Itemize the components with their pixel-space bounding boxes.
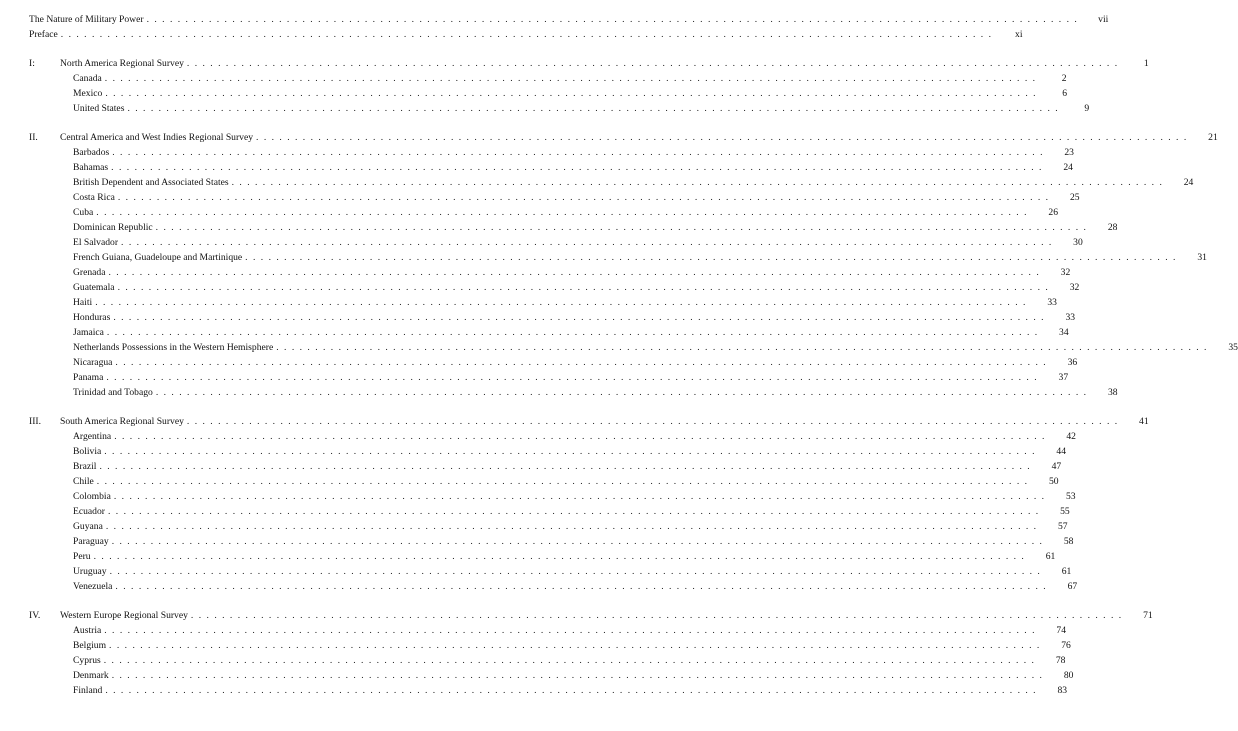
toc-entry-page: 44	[1056, 446, 1066, 457]
toc-entry-title: Cuba	[73, 207, 94, 218]
toc-entry-page: 30	[1073, 237, 1083, 248]
toc-entry-page: 61	[1061, 566, 1072, 577]
toc-entry-title: Nicaragua	[73, 357, 113, 368]
dot-leader: . . . . . . . . . . . . . . . . . . . . . . . . . . . . . . . . . . . . . . . . . . . . . . . . . . . . . . . . . . . . . . . . . . . . . . . . . . . . . . . . . . . . . . . . . . . . . . . . . . . . . . . . . . . . . . . . . . . . . . . .	[111, 536, 1044, 547]
toc-entry-title: Guatemala	[73, 282, 115, 293]
toc-entry-page: 80	[1063, 670, 1074, 681]
toc-entry	[73, 251, 1207, 264]
toc-entry	[73, 445, 1066, 458]
dot-leader: . . . . . . . . . . . . . . . . . . . . . . . . . . . . . . . . . . . . . . . . . . . . . . . . . . . . . . . . . . . . . . . . . . . . . . . . . . . . . . . . . . . . . . . . . . . . . . . . . . . . . . . . . . . . . . . . . . . . . . . .	[115, 357, 1048, 368]
dot-leader: . . . . . . . . . . . . . . . . . . . . . . . . . . . . . . . . . . . . . . . . . . . . . . . . . . . . . . . . . . . . . . . . . . . . . . . . . . . . . . . . . . . . . . . . . . . . . . . . . . . . . . . . . . . . . . . . . . . . . . . .	[105, 88, 1038, 99]
toc-entry-page: 74	[1056, 625, 1066, 636]
toc-entry	[73, 236, 1083, 249]
toc-entry-page: 76	[1061, 640, 1071, 651]
toc-entry-title: Preface	[29, 29, 58, 40]
toc-entry-page: 37	[1058, 372, 1069, 383]
dot-leader: . . . . . . . . . . . . . . . . . . . . . . . . . . . . . . . . . . . . . . . . . . . . . . . . . . . . . . . . . . . . . . . . . . . . . . . . . . . . . . . . . . . . . . . . . . . . . . . . . . . . . . . . . . . . . . . . . . . . . . . .	[106, 327, 1039, 338]
dot-leader: . . . . . . . . . . . . . . . . . . . . . . . . . . . . . . . . . . . . . . . . . . . . . . . . . . . . . . . . . . . . . . . . . . . . . . . . . . . . . . . . . . . . . . . . . . . . . . . . . . . . . . . . . . . . . . . . . . . . . . . .	[155, 387, 1088, 398]
toc-entry-page: 23	[1064, 147, 1074, 158]
toc-entry-page: 61	[1045, 551, 1056, 562]
toc-entry-title: Dominican Republic	[73, 222, 153, 233]
toc-entry	[73, 326, 1069, 339]
dot-leader: . . . . . . . . . . . . . . . . . . . . . . . . . . . . . . . . . . . . . . . . . . . . . . . . . . . . . . . . . . . . . . . . . . . . . . . . . . . . . . . . . . . . . . . . . . . . . . . . . . . . . . . . . . . . . . . . . . . . . . . .	[146, 14, 1079, 25]
toc-entry-page: 78	[1055, 655, 1066, 666]
front-matter-entry	[29, 28, 1023, 41]
toc-entry-page: 9	[1084, 103, 1090, 114]
dot-leader: . . . . . . . . . . . . . . . . . . . . . . . . . . . . . . . . . . . . . . . . . . . . . . . . . . . . . . . . . . . . . . . . . . . . . . . . . . . . . . . . . . . . . . . . . . . . . . . . . . . . . . . . . . . . . . . . . . . . . . . .	[117, 282, 1050, 293]
toc-entry-title: Bolivia	[73, 446, 102, 457]
dot-leader: . . . . . . . . . . . . . . . . . . . . . . . . . . . . . . . . . . . . . . . . . . . . . . . . . . . . . . . . . . . . . . . . . . . . . . . . . . . . . . . . . . . . . . . . . . . . . . . . . . . . . . . . . . . . . . . . . . . . . . . .	[114, 431, 1046, 442]
toc-entry-title: Jamaica	[73, 327, 104, 338]
dot-leader: . . . . . . . . . . . . . . . . . . . . . . . . . . . . . . . . . . . . . . . . . . . . . . . . . . . . . . . . . . . . . . . . . . . . . . . . . . . . . . . . . . . . . . . . . . . . . . . . . . . . . . . . . . . . . . . . . . . . . . . .	[112, 147, 1044, 158]
toc-entry-page: 47	[1051, 461, 1062, 472]
dot-leader: . . . . . . . . . . . . . . . . . . . . . . . . . . . . . . . . . . . . . . . . . . . . . . . . . . . . . . . . . . . . . . . . . . . . . . . . . . . . . . . . . . . . . . . . . . . . . . . . . . . . . . . . . . . . . . . . . . . . . . . .	[113, 312, 1046, 323]
toc-entry	[73, 654, 1066, 667]
dot-leader: . . . . . . . . . . . . . . . . . . . . . . . . . . . . . . . . . . . . . . . . . . . . . . . . . . . . . . . . . . . . . . . . . . . . . . . . . . . . . . . . . . . . . . . . . . . . . . . . . . . . . . . . . . . . . . . . . . . . . . . .	[115, 581, 1048, 592]
toc-entry-title: French Guiana, Guadeloupe and Martinique	[73, 252, 243, 263]
toc-entry-title: Western Europe Regional Survey	[60, 610, 188, 621]
toc-entry-page: 53	[1065, 491, 1076, 502]
toc-entry	[73, 550, 1056, 563]
toc-entry-page: 2	[1061, 73, 1067, 84]
toc-entry-page: 58	[1063, 536, 1074, 547]
toc-entry-title: Canada	[73, 73, 102, 84]
dot-leader: . . . . . . . . . . . . . . . . . . . . . . . . . . . . . . . . . . . . . . . . . . . . . . . . . . . . . . . . . . . . . . . . . . . . . . . . . . . . . . . . . . . . . . . . . . . . . . . . . . . . . . . . . . . . . . . . . . . . . . . .	[186, 58, 1119, 69]
dot-leader: . . . . . . . . . . . . . . . . . . . . . . . . . . . . . . . . . . . . . . . . . . . . . . . . . . . . . . . . . . . . . . . . . . . . . . . . . . . . . . . . . . . . . . . . . . . . . . . . . . . . . . . . . . . . . . . . . . . . . . . .	[104, 446, 1036, 457]
toc-entry	[73, 356, 1078, 369]
dot-leader: . . . . . . . . . . . . . . . . . . . . . . . . . . . . . . . . . . . . . . . . . . . . . . . . . . . . . . . . . . . . . . . . . . . . . . . . . . . . . . . . . . . . . . . . . . . . . . . . . . . . . . . . . . . . . . . . . . . . . . . .	[109, 640, 1041, 651]
toc-entry	[73, 296, 1057, 309]
toc-entry	[73, 176, 1194, 189]
toc-entry	[73, 206, 1058, 219]
toc-entry-title: Denmark	[73, 670, 109, 681]
section-heading	[29, 131, 1218, 144]
toc-entry	[73, 460, 1062, 473]
toc-entry-title: Chile	[73, 476, 94, 487]
toc-entry-page: 34	[1059, 327, 1069, 338]
toc-entry-page: 25	[1069, 192, 1080, 203]
section-heading	[29, 415, 1149, 428]
toc-entry-page: 41	[1139, 416, 1149, 427]
toc-entry	[73, 266, 1071, 279]
section-number: I:	[29, 58, 35, 69]
dot-leader: . . . . . . . . . . . . . . . . . . . . . . . . . . . . . . . . . . . . . . . . . . . . . . . . . . . . . . . . . . . . . . . . . . . . . . . . . . . . . . . . . . . . . . . . . . . . . . . . . . . . . . . . . . . . . . . . . . . . . . . .	[245, 252, 1177, 263]
front-matter-entry	[29, 13, 1109, 26]
toc-entry-title: Barbados	[73, 147, 110, 158]
toc-entry	[73, 386, 1118, 399]
dot-leader: . . . . . . . . . . . . . . . . . . . . . . . . . . . . . . . . . . . . . . . . . . . . . . . . . . . . . . . . . . . . . . . . . . . . . . . . . . . . . . . . . . . . . . . . . . . . . . . . . . . . . . . . . . . . . . . . . . . . . . . .	[190, 610, 1123, 621]
toc-entry-page: 36	[1067, 357, 1078, 368]
dot-leader: . . . . . . . . . . . . . . . . . . . . . . . . . . . . . . . . . . . . . . . . . . . . . . . . . . . . . . . . . . . . . . . . . . . . . . . . . . . . . . . . . . . . . . . . . . . . . . . . . . . . . . . . . . . . . . . . . . . . . . . .	[105, 685, 1038, 696]
toc-entry-title: Netherlands Possessions in the Western Hemisphere	[73, 342, 274, 353]
toc-entry-title: South America Regional Survey	[60, 416, 184, 427]
section-number: IV.	[29, 610, 41, 621]
dot-leader: . . . . . . . . . . . . . . . . . . . . . . . . . . . . . . . . . . . . . . . . . . . . . . . . . . . . . . . . . . . . . . . . . . . . . . . . . . . . . . . . . . . . . . . . . . . . . . . . . . . . . . . . . . . . . . . . . . . . . . . .	[121, 237, 1053, 248]
toc-entry	[73, 639, 1071, 652]
toc-entry-page: 67	[1067, 581, 1078, 592]
toc-entry-page: vii	[1098, 14, 1109, 25]
toc-entry-title: El Salvador	[73, 237, 119, 248]
toc-entry-title: Bahamas	[73, 162, 109, 173]
toc-entry-title: North America Regional Survey	[60, 58, 184, 69]
toc-entry	[73, 221, 1118, 234]
dot-leader: . . . . . . . . . . . . . . . . . . . . . . . . . . . . . . . . . . . . . . . . . . . . . . . . . . . . . . . . . . . . . . . . . . . . . . . . . . . . . . . . . . . . . . . . . . . . . . . . . . . . . . . . . . . . . . . . . . . . . . . .	[107, 506, 1040, 517]
dot-leader: . . . . . . . . . . . . . . . . . . . . . . . . . . . . . . . . . . . . . . . . . . . . . . . . . . . . . . . . . . . . . . . . . . . . . . . . . . . . . . . . . . . . . . . . . . . . . . . . . . . . . . . . . . . . . . . . . . . . . . . .	[256, 132, 1188, 143]
section-heading	[29, 57, 1149, 70]
toc-entry-title: Central America and West Indies Regional Survey	[60, 132, 254, 143]
toc-entry-page: 50	[1048, 476, 1059, 487]
dot-leader: . . . . . . . . . . . . . . . . . . . . . . . . . . . . . . . . . . . . . . . . . . . . . . . . . . . . . . . . . . . . . . . . . . . . . . . . . . . . . . . . . . . . . . . . . . . . . . . . . . . . . . . . . . . . . . . . . . . . . . . .	[106, 372, 1039, 383]
toc-entry	[73, 281, 1080, 294]
dot-leader: . . . . . . . . . . . . . . . . . . . . . . . . . . . . . . . . . . . . . . . . . . . . . . . . . . . . . . . . . . . . . . . . . . . . . . . . . . . . . . . . . . . . . . . . . . . . . . . . . . . . . . . . . . . . . . . . . . . . . . . .	[60, 29, 993, 40]
toc-entry	[73, 87, 1068, 100]
dot-leader: . . . . . . . . . . . . . . . . . . . . . . . . . . . . . . . . . . . . . . . . . . . . . . . . . . . . . . . . . . . . . . . . . . . . . . . . . . . . . . . . . . . . . . . . . . . . . . . . . . . . . . . . . . . . . . . . . . . . . . . .	[109, 566, 1042, 577]
dot-leader: . . . . . . . . . . . . . . . . . . . . . . . . . . . . . . . . . . . . . . . . . . . . . . . . . . . . . . . . . . . . . . . . . . . . . . . . . . . . . . . . . . . . . . . . . . . . . . . . . . . . . . . . . . . . . . . . . . . . . . . .	[99, 461, 1032, 472]
toc-entry	[73, 580, 1078, 593]
toc-entry-title: Peru	[73, 551, 91, 562]
dot-leader: . . . . . . . . . . . . . . . . . . . . . . . . . . . . . . . . . . . . . . . . . . . . . . . . . . . . . . . . . . . . . . . . . . . . . . . . . . . . . . . . . . . . . . . . . . . . . . . . . . . . . . . . . . . . . . . . . . . . . . . .	[117, 192, 1050, 203]
toc-entry-title: Belgium	[73, 640, 107, 651]
toc-entry	[73, 146, 1074, 159]
toc-entry-page: 1	[1143, 58, 1149, 69]
toc-entry	[73, 430, 1076, 443]
toc-entry	[73, 371, 1069, 384]
toc-entry	[73, 161, 1073, 174]
toc-entry	[73, 520, 1068, 533]
section-number: III.	[29, 416, 41, 427]
toc-entry-title: British Dependent and Associated States	[73, 177, 229, 188]
dot-leader: . . . . . . . . . . . . . . . . . . . . . . . . . . . . . . . . . . . . . . . . . . . . . . . . . . . . . . . . . . . . . . . . . . . . . . . . . . . . . . . . . . . . . . . . . . . . . . . . . . . . . . . . . . . . . . . . . . . . . . . .	[231, 177, 1164, 188]
dot-leader: . . . . . . . . . . . . . . . . . . . . . . . . . . . . . . . . . . . . . . . . . . . . . . . . . . . . . . . . . . . . . . . . . . . . . . . . . . . . . . . . . . . . . . . . . . . . . . . . . . . . . . . . . . . . . . . . . . . . . . . .	[111, 162, 1043, 173]
toc-entry-title: Grenada	[73, 267, 106, 278]
toc-entry-page: 32	[1069, 282, 1080, 293]
dot-leader: . . . . . . . . . . . . . . . . . . . . . . . . . . . . . . . . . . . . . . . . . . . . . . . . . . . . . . . . . . . . . . . . . . . . . . . . . . . . . . . . . . . . . . . . . . . . . . . . . . . . . . . . . . . . . . . . . . . . . . . .	[111, 670, 1044, 681]
toc-entry-title: Paraguay	[73, 536, 109, 547]
toc-entry	[73, 191, 1080, 204]
toc-entry	[73, 102, 1090, 115]
section-number: II.	[29, 132, 38, 143]
toc-entry-page: 26	[1048, 207, 1058, 218]
toc-entry-page: 42	[1066, 431, 1076, 442]
toc-entry-page: 83	[1057, 685, 1068, 696]
dot-leader: . . . . . . . . . . . . . . . . . . . . . . . . . . . . . . . . . . . . . . . . . . . . . . . . . . . . . . . . . . . . . . . . . . . . . . . . . . . . . . . . . . . . . . . . . . . . . . . . . . . . . . . . . . . . . . . . . . . . . . . .	[104, 73, 1037, 84]
toc-entry	[73, 341, 1238, 354]
toc-entry	[73, 565, 1072, 578]
toc-entry-page: 57	[1057, 521, 1068, 532]
toc-entry-page: 21	[1208, 132, 1218, 143]
toc-entry-title: Austria	[73, 625, 102, 636]
toc-entry-title: The Nature of Military Power	[29, 14, 144, 25]
toc-entry-page: xi	[1015, 29, 1023, 40]
toc-entry	[73, 311, 1076, 324]
toc-entry	[73, 684, 1068, 697]
toc-entry-title: Costa Rica	[73, 192, 115, 203]
toc-entry-title: Uruguay	[73, 566, 107, 577]
toc-entry-title: Finland	[73, 685, 103, 696]
toc-entry-page: 24	[1183, 177, 1194, 188]
dot-leader: . . . . . . . . . . . . . . . . . . . . . . . . . . . . . . . . . . . . . . . . . . . . . . . . . . . . . . . . . . . . . . . . . . . . . . . . . . . . . . . . . . . . . . . . . . . . . . . . . . . . . . . . . . . . . . . . . . . . . . . .	[96, 476, 1029, 487]
dot-leader: . . . . . . . . . . . . . . . . . . . . . . . . . . . . . . . . . . . . . . . . . . . . . . . . . . . . . . . . . . . . . . . . . . . . . . . . . . . . . . . . . . . . . . . . . . . . . . . . . . . . . . . . . . . . . . . . . . . . . . . .	[108, 267, 1041, 278]
toc-entry-page: 24	[1063, 162, 1073, 173]
section-heading	[29, 609, 1153, 622]
dot-leader: . . . . . . . . . . . . . . . . . . . . . . . . . . . . . . . . . . . . . . . . . . . . . . . . . . . . . . . . . . . . . . . . . . . . . . . . . . . . . . . . . . . . . . . . . . . . . . . . . . . . . . . . . . . . . . . . . . . . . . . .	[186, 416, 1119, 427]
toc-entry-page: 71	[1143, 610, 1153, 621]
toc-entry-page: 6	[1062, 88, 1068, 99]
toc-entry	[73, 669, 1074, 682]
toc-entry-page: 33	[1047, 297, 1057, 308]
dot-leader: . . . . . . . . . . . . . . . . . . . . . . . . . . . . . . . . . . . . . . . . . . . . . . . . . . . . . . . . . . . . . . . . . . . . . . . . . . . . . . . . . . . . . . . . . . . . . . . . . . . . . . . . . . . . . . . . . . . . . . . .	[276, 342, 1208, 353]
toc-entry-page: 32	[1060, 267, 1071, 278]
dot-leader: . . . . . . . . . . . . . . . . . . . . . . . . . . . . . . . . . . . . . . . . . . . . . . . . . . . . . . . . . . . . . . . . . . . . . . . . . . . . . . . . . . . . . . . . . . . . . . . . . . . . . . . . . . . . . . . . . . . . . . . .	[105, 521, 1038, 532]
toc-entry-page: 31	[1197, 252, 1207, 263]
toc-entry-title: Argentina	[73, 431, 112, 442]
toc-entry-title: Colombia	[73, 491, 111, 502]
toc-entry-page: 33	[1065, 312, 1076, 323]
toc-entry-title: Trinidad and Tobago	[73, 387, 153, 398]
toc-entry-title: Mexico	[73, 88, 103, 99]
toc-entry-page: 38	[1107, 387, 1118, 398]
toc-entry-title: Panama	[73, 372, 104, 383]
dot-leader: . . . . . . . . . . . . . . . . . . . . . . . . . . . . . . . . . . . . . . . . . . . . . . . . . . . . . . . . . . . . . . . . . . . . . . . . . . . . . . . . . . . . . . . . . . . . . . . . . . . . . . . . . . . . . . . . . . . . . . . .	[155, 222, 1088, 233]
toc-entry-title: Ecuador	[73, 506, 105, 517]
dot-leader: . . . . . . . . . . . . . . . . . . . . . . . . . . . . . . . . . . . . . . . . . . . . . . . . . . . . . . . . . . . . . . . . . . . . . . . . . . . . . . . . . . . . . . . . . . . . . . . . . . . . . . . . . . . . . . . . . . . . . . . .	[127, 103, 1060, 114]
toc-entry	[73, 72, 1067, 85]
toc-entry-title: Brazil	[73, 461, 97, 472]
dot-leader: . . . . . . . . . . . . . . . . . . . . . . . . . . . . . . . . . . . . . . . . . . . . . . . . . . . . . . . . . . . . . . . . . . . . . . . . . . . . . . . . . . . . . . . . . . . . . . . . . . . . . . . . . . . . . . . . . . . . . . . .	[95, 297, 1027, 308]
toc-entry	[73, 505, 1070, 518]
toc-entry-title: Haiti	[73, 297, 93, 308]
toc-entry-title: Honduras	[73, 312, 111, 323]
dot-leader: . . . . . . . . . . . . . . . . . . . . . . . . . . . . . . . . . . . . . . . . . . . . . . . . . . . . . . . . . . . . . . . . . . . . . . . . . . . . . . . . . . . . . . . . . . . . . . . . . . . . . . . . . . . . . . . . . . . . . . . .	[93, 551, 1026, 562]
toc-entry-title: United States	[73, 103, 125, 114]
dot-leader: . . . . . . . . . . . . . . . . . . . . . . . . . . . . . . . . . . . . . . . . . . . . . . . . . . . . . . . . . . . . . . . . . . . . . . . . . . . . . . . . . . . . . . . . . . . . . . . . . . . . . . . . . . . . . . . . . . . . . . . .	[104, 625, 1036, 636]
toc-entry	[73, 624, 1066, 637]
toc-entry	[73, 490, 1076, 503]
dot-leader: . . . . . . . . . . . . . . . . . . . . . . . . . . . . . . . . . . . . . . . . . . . . . . . . . . . . . . . . . . . . . . . . . . . . . . . . . . . . . . . . . . . . . . . . . . . . . . . . . . . . . . . . . . . . . . . . . . . . . . . .	[103, 655, 1036, 666]
toc-entry-page: 28	[1107, 222, 1118, 233]
toc-entry	[73, 535, 1074, 548]
dot-leader: . . . . . . . . . . . . . . . . . . . . . . . . . . . . . . . . . . . . . . . . . . . . . . . . . . . . . . . . . . . . . . . . . . . . . . . . . . . . . . . . . . . . . . . . . . . . . . . . . . . . . . . . . . . . . . . . . . . . . . . .	[113, 491, 1046, 502]
toc-entry-title: Venezuela	[73, 581, 113, 592]
toc-entry-page: 35	[1228, 342, 1238, 353]
toc-entry-title: Cyprus	[73, 655, 101, 666]
dot-leader: . . . . . . . . . . . . . . . . . . . . . . . . . . . . . . . . . . . . . . . . . . . . . . . . . . . . . . . . . . . . . . . . . . . . . . . . . . . . . . . . . . . . . . . . . . . . . . . . . . . . . . . . . . . . . . . . . . . . . . . .	[96, 207, 1028, 218]
toc-entry-title: Guyana	[73, 521, 103, 532]
toc-entry	[73, 475, 1059, 488]
toc-entry-page: 55	[1060, 506, 1070, 517]
